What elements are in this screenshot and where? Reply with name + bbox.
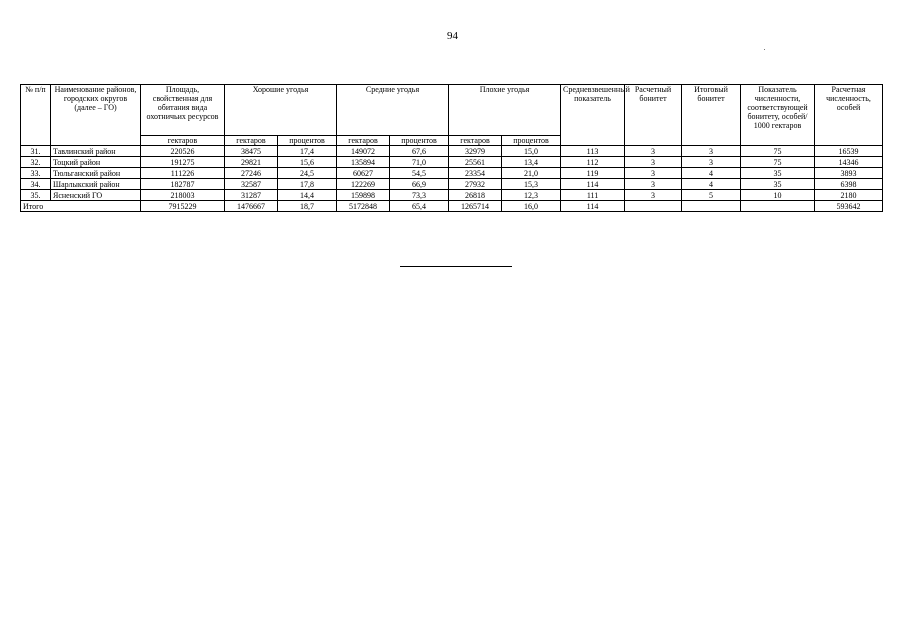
total-label: Итого [21, 201, 141, 212]
header-density: Показатель численности, соответствующей бонитету, особей/ 1000 гектаров [741, 85, 815, 146]
table-row [21, 146, 883, 157]
cell-bad-pct: 15,0 [502, 146, 561, 157]
cell-medium-pct: 73,3 [390, 190, 449, 201]
cell-bad-ha: 26818 [449, 190, 502, 201]
hunting-resources-table [20, 84, 883, 212]
cell-weighted: 113 [561, 146, 625, 157]
cell-good-ha: 31287 [225, 190, 278, 201]
total-bad-ha: 1265714 [449, 201, 502, 212]
cell-final-bonitet: 3 [682, 146, 741, 157]
cell-bad-pct: 15,3 [502, 179, 561, 190]
table-row [21, 157, 883, 168]
header-calc-count: Расчетная численность, особей [815, 85, 883, 146]
header-good: Хорошие угодья [225, 85, 337, 136]
cell-name: Шарлыкский район [51, 179, 141, 190]
cell-count: 3893 [815, 168, 883, 179]
cell-medium-ha: 122269 [337, 179, 390, 190]
cell-weighted: 112 [561, 157, 625, 168]
header-name: Наименование районов, городских округов (далее – ГО) [51, 85, 141, 146]
cell-count: 14346 [815, 157, 883, 168]
cell-good-pct: 14,4 [278, 190, 337, 201]
cell-area: 111226 [141, 168, 225, 179]
cell-name: Ясненский ГО [51, 190, 141, 201]
total-row [21, 201, 883, 212]
cell-calc-bonitet: 3 [625, 146, 682, 157]
cell-num: 32. [21, 157, 51, 168]
cell-bad-pct: 13,4 [502, 157, 561, 168]
subheader-area-ha: гектаров [141, 136, 225, 146]
cell-density: 35 [741, 168, 815, 179]
total-density-empty [741, 201, 815, 212]
subheader-bad-pct: процентов [502, 136, 561, 146]
cell-final-bonitet: 5 [682, 190, 741, 201]
total-good-pct: 18,7 [278, 201, 337, 212]
cell-area: 191275 [141, 157, 225, 168]
header-medium: Средние угодья [337, 85, 449, 136]
cell-good-pct: 17,4 [278, 146, 337, 157]
cell-num: 31. [21, 146, 51, 157]
total-final-bonitet-empty [682, 201, 741, 212]
cell-final-bonitet: 4 [682, 168, 741, 179]
cell-good-ha: 32587 [225, 179, 278, 190]
cell-medium-pct: 71,0 [390, 157, 449, 168]
cell-area: 182787 [141, 179, 225, 190]
table-row [21, 179, 883, 190]
subheader-medium-pct: процентов [390, 136, 449, 146]
cell-count: 2180 [815, 190, 883, 201]
cell-medium-ha: 60627 [337, 168, 390, 179]
cell-bad-ha: 32979 [449, 146, 502, 157]
cell-good-pct: 24,5 [278, 168, 337, 179]
cell-good-ha: 29821 [225, 157, 278, 168]
page-number: 94 [447, 30, 458, 42]
cell-density: 35 [741, 179, 815, 190]
cell-final-bonitet: 4 [682, 179, 741, 190]
cell-calc-bonitet: 3 [625, 157, 682, 168]
total-bad-pct: 16,0 [502, 201, 561, 212]
header-weighted: Средневзвешенный показатель [561, 85, 625, 146]
total-calc-bonitet-empty [625, 201, 682, 212]
cell-good-ha: 27246 [225, 168, 278, 179]
cell-medium-ha: 149072 [337, 146, 390, 157]
total-medium-pct: 65,4 [390, 201, 449, 212]
cell-num: 33. [21, 168, 51, 179]
cell-num: 34. [21, 179, 51, 190]
cell-density: 75 [741, 146, 815, 157]
end-rule [400, 266, 512, 267]
cell-medium-pct: 54,5 [390, 168, 449, 179]
cell-good-pct: 15,6 [278, 157, 337, 168]
header-final-bonitet: Итоговый бонитет [682, 85, 741, 146]
cell-calc-bonitet: 3 [625, 179, 682, 190]
table-row [21, 190, 883, 201]
cell-weighted: 111 [561, 190, 625, 201]
total-good-ha: 1476667 [225, 201, 278, 212]
total-count: 593642 [815, 201, 883, 212]
cell-good-pct: 17,8 [278, 179, 337, 190]
cell-calc-bonitet: 3 [625, 168, 682, 179]
cell-density: 10 [741, 190, 815, 201]
cell-weighted: 119 [561, 168, 625, 179]
total-area: 7915229 [141, 201, 225, 212]
header-area: Площадь, свойственная для обитания вида охотничьих ресурсов [141, 85, 225, 136]
subheader-bad-ha: гектаров [449, 136, 502, 146]
cell-density: 75 [741, 157, 815, 168]
subheader-good-ha: гектаров [225, 136, 278, 146]
total-weighted: 114 [561, 201, 625, 212]
total-medium-ha: 5172848 [337, 201, 390, 212]
cell-bad-pct: 21,0 [502, 168, 561, 179]
cell-bad-pct: 12,3 [502, 190, 561, 201]
cell-name: Тюльганский район [51, 168, 141, 179]
header-bad: Плохие угодья [449, 85, 561, 136]
header-number: № п/п [21, 85, 51, 146]
header-calc-bonitet: Расчетный бонитет [625, 85, 682, 146]
cell-name: Тавлинский район [51, 146, 141, 157]
subheader-medium-ha: гектаров [337, 136, 390, 146]
cell-good-ha: 38475 [225, 146, 278, 157]
cell-medium-ha: 159898 [337, 190, 390, 201]
cell-calc-bonitet: 3 [625, 190, 682, 201]
scan-speck [764, 49, 765, 50]
subheader-good-pct: процентов [278, 136, 337, 146]
cell-medium-pct: 66,9 [390, 179, 449, 190]
cell-count: 6398 [815, 179, 883, 190]
cell-area: 220526 [141, 146, 225, 157]
cell-bad-ha: 23354 [449, 168, 502, 179]
table-row [21, 168, 883, 179]
cell-bad-ha: 25561 [449, 157, 502, 168]
cell-medium-pct: 67,6 [390, 146, 449, 157]
cell-area: 218003 [141, 190, 225, 201]
data-table-container [20, 84, 882, 212]
cell-medium-ha: 135894 [337, 157, 390, 168]
cell-bad-ha: 27932 [449, 179, 502, 190]
cell-final-bonitet: 3 [682, 157, 741, 168]
cell-count: 16539 [815, 146, 883, 157]
cell-num: 35. [21, 190, 51, 201]
cell-weighted: 114 [561, 179, 625, 190]
cell-name: Тоцкий район [51, 157, 141, 168]
